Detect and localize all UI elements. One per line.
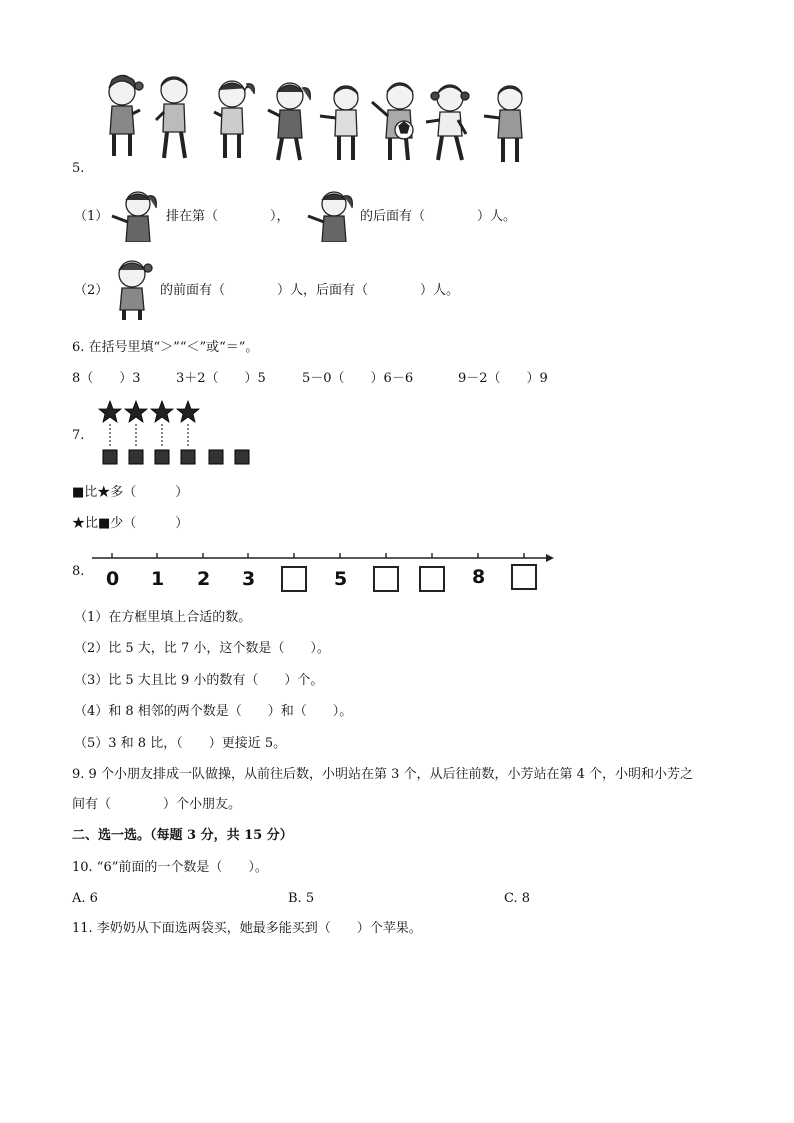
q8-number: 8. [72,564,85,579]
q5-children-row-image [92,74,532,170]
numberline-answer-box-4[interactable] [281,566,307,592]
q10-option-c[interactable]: C. 8 [504,891,531,906]
q9-line1: 9. 9 个小朋友排成一队做操，从前往后数，小明站在第 3 个，从后往前数，小芳站在第 4 个，小明和小芳之 [72,767,694,782]
square-icon [155,450,169,464]
q5-pointing-girl-image-2 [304,188,358,242]
q7-line2: ★比■少（ ） [72,516,189,531]
star-icon [151,401,173,422]
star-icon [177,401,199,422]
q8-sub-5: （5）3 和 8 比，（ ）更接近 5。 [74,736,287,751]
numberline-label-2: 2 [197,568,211,590]
section-2-title: 二、选一选。（每题 3 分，共 15 分） [72,828,293,843]
q8-sub-1: （1）在方框里填上合适的数。 [74,610,252,625]
q8-number-line [90,548,560,598]
numberline-label-1: 1 [151,568,165,590]
q8-sub-4: （4）和 8 相邻的两个数是（ ）和（ ）。 [74,704,353,719]
q9-line2: 间有（ ）个小朋友。 [72,797,242,812]
q5-sub1-text-b: 的后面有（ ）人。 [360,209,517,224]
q6-item-1: 8（ ）3 [72,371,141,386]
square-icon [235,450,249,464]
q5-sub1-text-a: 排在第（ ）， [166,209,290,224]
q10-option-a[interactable]: A. 6 [72,891,98,906]
q5-sub2-index: （2） [74,283,109,298]
q7-star-square-figure [96,400,266,470]
star-icon [125,401,147,422]
square-icon [103,450,117,464]
q10-prompt: 10. “6”前面的一个数是（ ）。 [72,860,268,875]
q6-item-4: 9－2（ ）9 [458,371,548,386]
numberline-label-8: 8 [472,566,486,588]
q5-number: 5. [72,161,85,176]
numberline-answer-box-9[interactable] [511,564,537,590]
q6-item-3: 5－0（ ）6－6 [302,371,414,386]
numberline-label-3: 3 [242,568,256,590]
q8-sub-2: （2）比 5 大，比 7 小，这个数是（ ）。 [74,641,330,656]
q7-number: 7. [72,428,85,443]
q5-sub1-index: （1） [74,209,109,224]
q5-pointing-girl-image [108,188,162,242]
numberline-label-0: 0 [106,568,120,590]
q8-sub-3: （3）比 5 大且比 9 小的数有（ ）个。 [74,673,324,688]
numberline-answer-box-7[interactable] [419,566,445,592]
numberline-answer-box-6[interactable] [373,566,399,592]
q7-line1: ■比★多（ ） [72,485,189,500]
q5-backpack-girl-image [110,258,160,320]
square-icon [209,450,223,464]
square-icon [129,450,143,464]
q11-prompt: 11. 李奶奶从下面选两袋买，她最多能买到（ ）个苹果。 [72,921,422,936]
star-icon [99,401,121,422]
numberline-label-5: 5 [334,568,348,590]
q5-sub2-text: 的前面有（ ）人，后面有（ ）人。 [160,283,460,298]
q6-prompt: 6. 在括号里填“＞”“＜”或“＝”。 [72,340,259,355]
square-icon [181,450,195,464]
q6-item-2: 3＋2（ ）5 [176,371,266,386]
q10-option-b[interactable]: B. 5 [288,891,315,906]
